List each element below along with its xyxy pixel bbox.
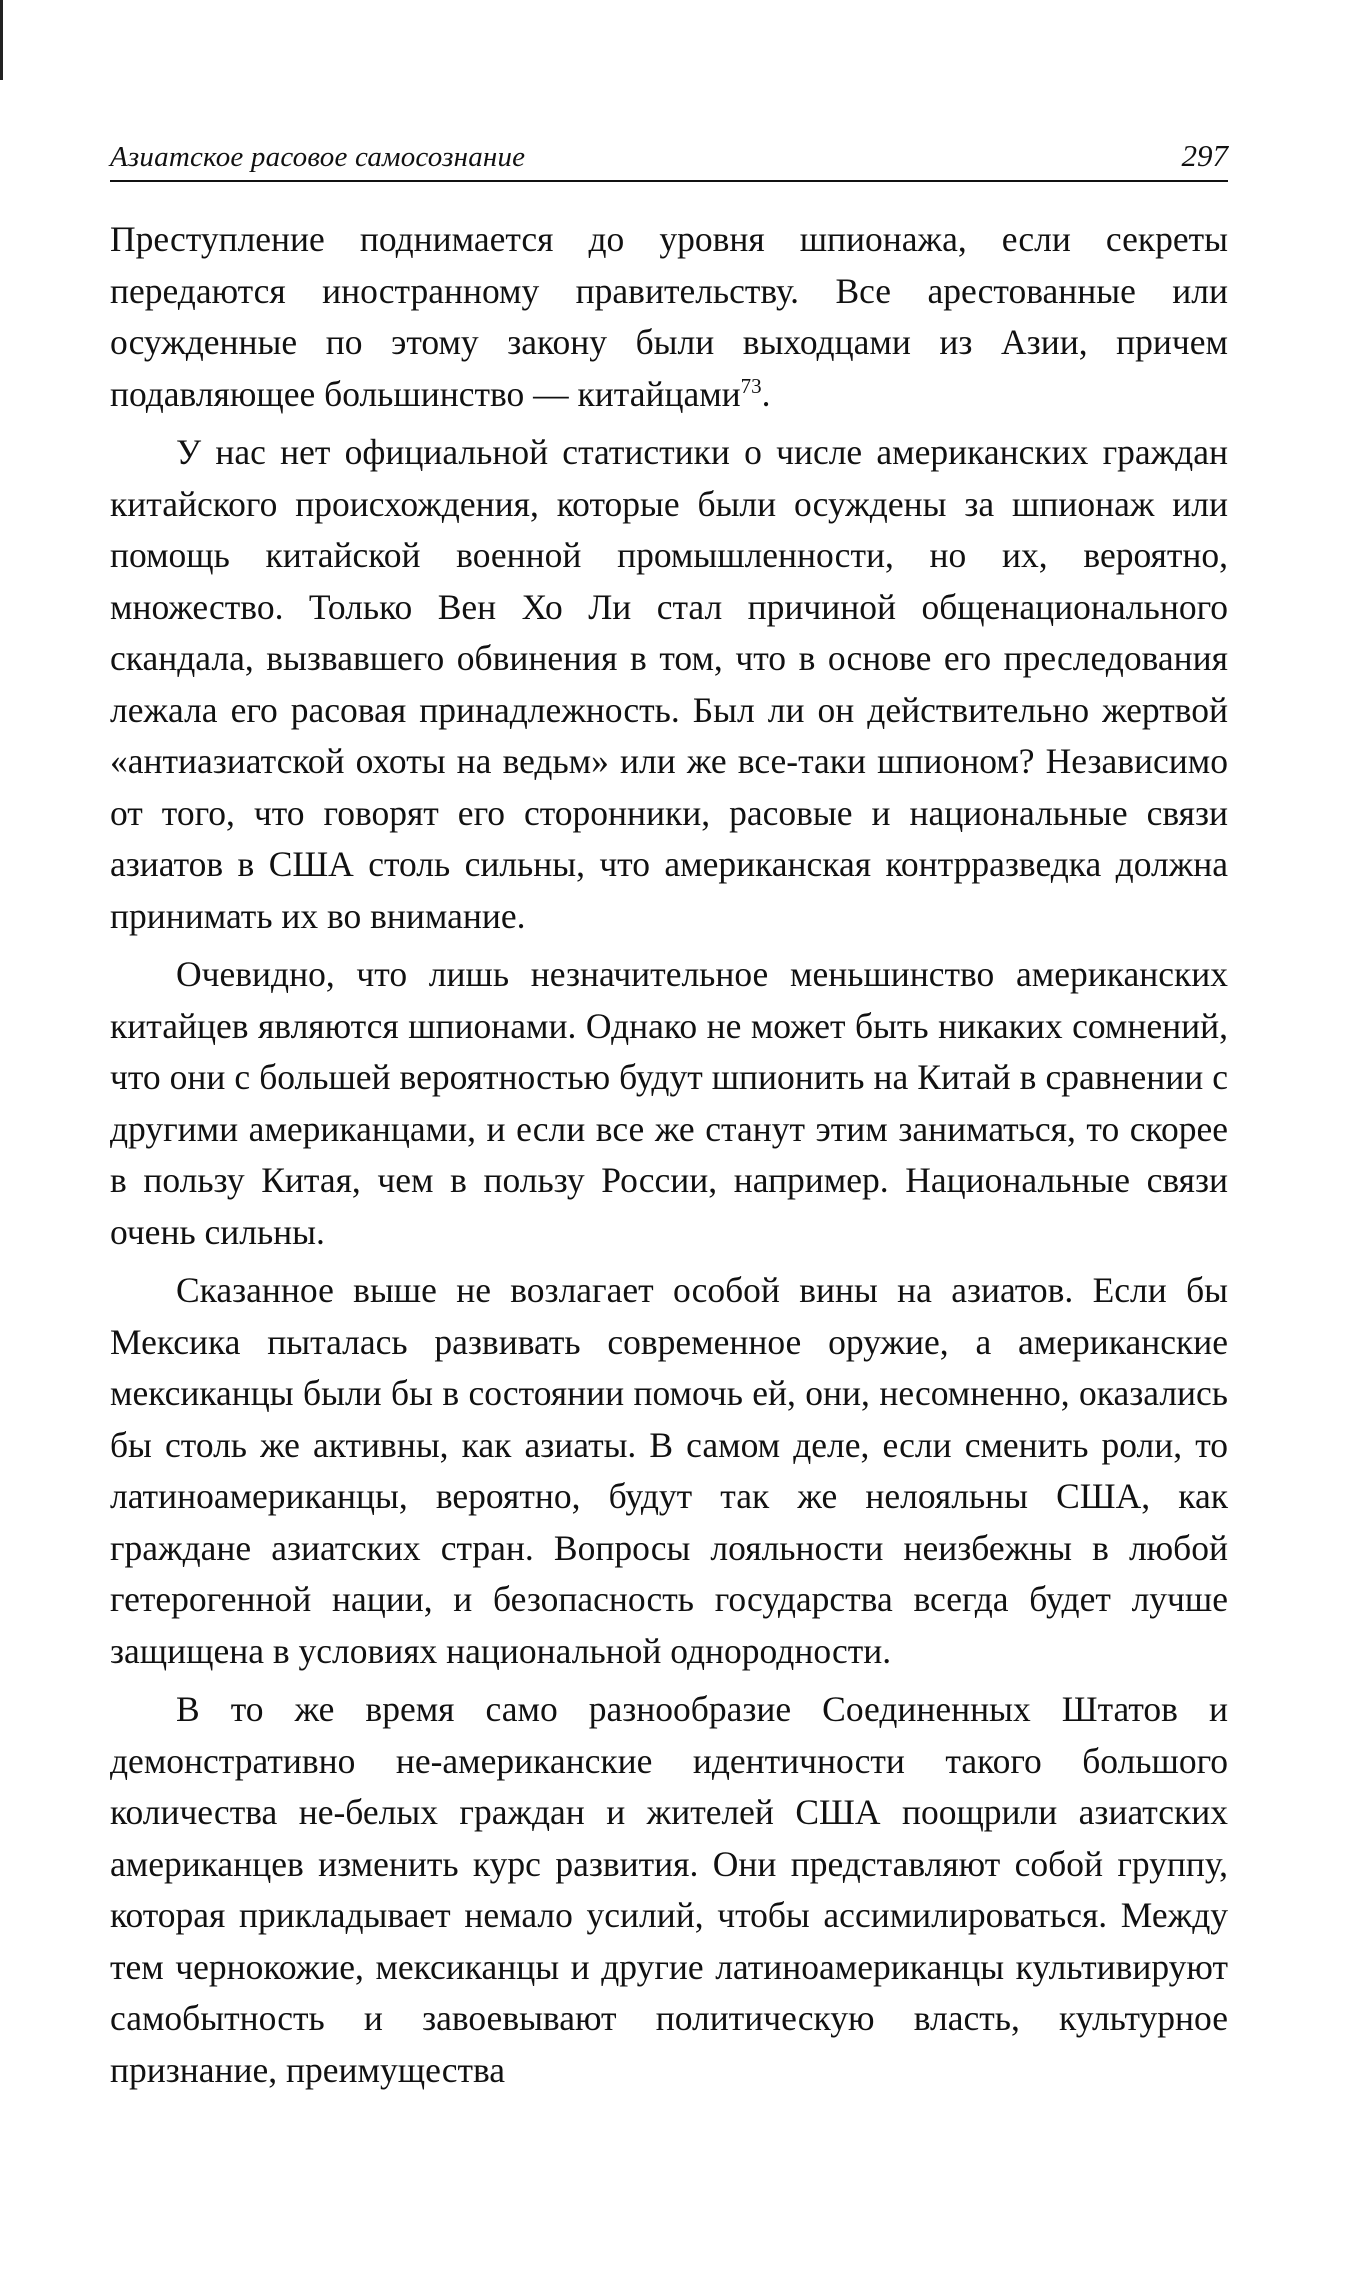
scan-edge-mark bbox=[0, 0, 3, 80]
paragraph-3: Очевидно, что лишь незначительное меньшинство американских китайцев являются шпионами. Однако не может быть никаких сомнений, что они с большей вероятностью будут шпионить на Китай в сравнении с другими американцами, и если все же станут этим заниматься, то скорее в пользу Китая, чем в пользу России, например. Национальные связи очень сильны. bbox=[110, 954, 1228, 1252]
paragraph-5: В то же время само разнообразие Соединенных Штатов и демонстративно не-американские идентичности такого большого количества не-белых граждан и жителей США поощрили азиатских американцев изменить курс развития. Они представляют собой группу, которая прикладывает немало усилий, чтобы ассимилироваться. Между тем чернокожие, мексиканцы и другие латиноамериканцы культивируют самобытность и завоевывают политическую власть, культурное признание, преимущества bbox=[110, 1689, 1228, 2090]
page-header bbox=[110, 128, 1228, 182]
paragraph-4: Сказанное выше не возлагает особой вины на азиатов. Если бы Мексика пыталась развивать современное оружие, а американские мексиканцы были бы в состоянии помочь ей, они, несомненно, оказались бы столь же активны, как азиаты. В самом деле, если сменить роли, то латиноамериканцы, вероятно, будут так же нелояльны США, как граждане азиатских стран. Вопросы лояльности неизбежны в любой гетерогенной нации, и безопасность государства всегда будет лучше защищена в условиях национальной однородности. bbox=[110, 1270, 1228, 1671]
running-title: Азиатское расовое самосознание bbox=[110, 141, 526, 173]
page-number: 297 bbox=[1181, 138, 1228, 173]
main-text bbox=[110, 214, 1228, 2103]
paragraph-1-text: Преступление поднимается до уровня шпионажа, если секреты передаются иностранному правительству. Все арестованные или осужденные по этому закону были выходцами из Азии, причем подавляющее большинство — китайцами bbox=[110, 219, 1228, 414]
paragraph-1-tail: . bbox=[761, 373, 771, 414]
paragraph-1 bbox=[110, 214, 1228, 420]
footnote-reference: 73 bbox=[740, 373, 762, 398]
paragraph-2: У нас нет официальной статистики о числе американских граждан китайского происхождения, которые были осуждены за шпионаж или помощь китайской военной промышленности, но их, вероятно, множество. Только Вен Хо Ли стал причиной общенационального скандала, вызвавшего обвинения в том, что в основе его преследования лежала его расовая принадлежность. Был ли он действительно жертвой «антиазиатской охоты на ведьм» или же все-таки шпионом? Независимо от того, что говорят его сторонники, расовые и национальные связи азиатов в США столь сильны, что американская контрразведка должна принимать их во внимание. bbox=[110, 432, 1228, 936]
